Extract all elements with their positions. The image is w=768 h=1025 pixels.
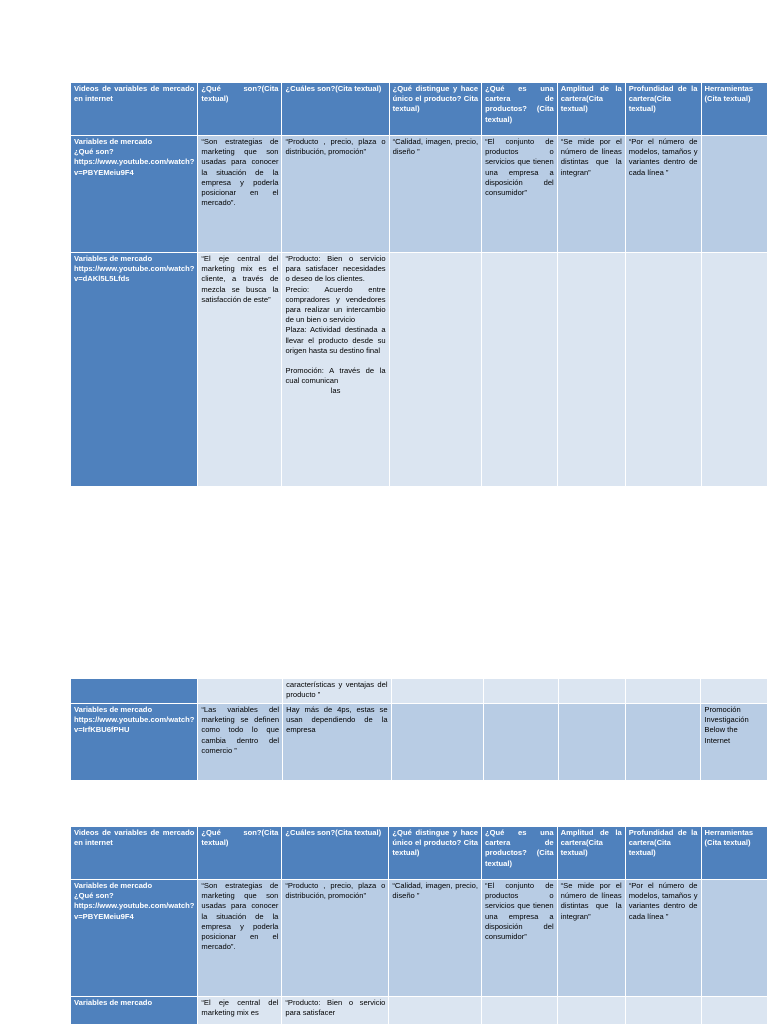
video-link-cell[interactable]: Variables de mercado https://www.youtube.com/watch?v=IrfKBU6fPHU: [71, 704, 198, 781]
header-herramientas: Herramientas (Cita textual): [701, 827, 768, 880]
que-son-cell: “Son estrategias de marketing que son usadas para conocer la situación de la empresa y poderla posicionar en el mercado”.: [198, 136, 282, 253]
profundidad-cell: [626, 704, 701, 781]
cuales-son-cell: Hay más de 4ps, estas se usan dependiendo de la empresa: [283, 704, 391, 781]
profundidad-cell: “Por el número de modelos, tamaños y variantes dentro de cada línea ”: [625, 880, 701, 997]
distingue-cell: “Calidad, imagen, precio, diseño ”: [389, 880, 482, 997]
header-videos: Videos de variables de mercado en internet: [71, 827, 198, 880]
cuales-son-cell: [282, 253, 389, 487]
cartera-cell: [482, 253, 558, 487]
header-cartera: ¿Qué es una cartera de productos? (Cita textual): [482, 83, 558, 136]
header-profundidad: Profundidad de la cartera(Cita textual): [625, 827, 701, 880]
table-row: [71, 704, 768, 781]
distingue-cell: [389, 253, 482, 487]
header-cuales-son: ¿Cuáles son?(Cita textual): [282, 827, 389, 880]
que-son-cell: “Las variables del marketing se definen como todo lo que cambia dentro del comercio ”: [198, 704, 283, 781]
profundidad-cell: [625, 997, 701, 1025]
amplitud-cell: [557, 997, 625, 1025]
variables-table-page-2: [70, 678, 768, 781]
header-profundidad: Profundidad de la cartera(Cita textual): [625, 83, 701, 136]
header-cuales-son: ¿Cuáles son?(Cita textual): [282, 83, 389, 136]
cuales-son-cell: “Producto , precio, plaza o distribución, promoción”: [282, 880, 389, 997]
variables-table-page-3: [70, 826, 768, 1025]
variables-table-page-1: [70, 82, 768, 487]
distingue-cell: “Calidad, imagen, precio, diseño ”: [389, 136, 482, 253]
que-son-cell: “El eje central del marketing mix es el cliente, a través de mezcla se busca la satisfacción de este”: [198, 253, 282, 487]
table-row: [71, 679, 768, 704]
header-que-distingue: ¿Qué distingue y hace único el producto? Cita textual): [389, 827, 482, 880]
profundidad-cell: [625, 253, 701, 487]
table-row: [71, 880, 768, 997]
que-son-cell: [198, 679, 283, 704]
distingue-cell: [389, 997, 482, 1025]
table-header-row: [71, 83, 768, 136]
herramientas-cell: Promoción Investigación Below the Internet: [701, 704, 768, 781]
table-header-row: [71, 827, 768, 880]
header-que-son: ¿Qué son?(Cita textual): [198, 827, 282, 880]
header-amplitud: Amplitud de la cartera(Cita textual): [557, 83, 625, 136]
header-cartera: ¿Qué es una cartera de productos? (Cita textual): [482, 827, 558, 880]
table-row: [71, 253, 768, 487]
herramientas-cell: [701, 136, 767, 253]
amplitud-cell: [557, 253, 625, 487]
herramientas-cell: [701, 997, 768, 1025]
table-row: [71, 997, 768, 1025]
herramientas-cell: [701, 679, 768, 704]
cuales-son-cell: “Producto: Bien o servicio para satisfacer: [282, 997, 389, 1025]
profundidad-cell: [626, 679, 701, 704]
header-herramientas: Herramientas (Cita textual): [701, 83, 767, 136]
cuales-son-text-promocion: Promoción: A través de la cual comunican: [285, 366, 386, 386]
video-link-cell: [71, 679, 198, 704]
cuales-son-text: “Producto: Bien o servicio para satisfacer necesidades o deseo de los clientes. Precio: Acuerdo entre compradores y vendedores para realizar un intercambio de un bien o servicio Plaza: Actividad destinada a llevar el producto desde su origen hasta su destino final: [285, 254, 386, 355]
table-row: [71, 136, 768, 253]
herramientas-cell: [701, 253, 767, 487]
video-link-cell[interactable]: Variables de mercado: [71, 997, 198, 1025]
cartera-cell: [484, 679, 559, 704]
herramientas-cell: [701, 880, 768, 997]
amplitud-cell: “Se mide por el número de líneas distintas que la integran”: [557, 136, 625, 253]
cartera-cell: [484, 704, 559, 781]
header-que-son: ¿Qué son?(Cita textual): [198, 83, 282, 136]
cuales-son-text-tail: las: [330, 386, 341, 396]
video-link-cell[interactable]: Variables de mercado https://www.youtube.com/watch?v=dAKl5L5Lfds: [71, 253, 198, 487]
cuales-son-cell: características y ventajas del producto ”: [283, 679, 391, 704]
distingue-cell: [391, 704, 484, 781]
amplitud-cell: [559, 679, 626, 704]
distingue-cell: [391, 679, 484, 704]
cartera-cell: “El conjunto de productos o servicios que tienen una empresa a disposición del consumidor”: [482, 880, 558, 997]
cuales-son-cell: “Producto , precio, plaza o distribución, promoción”: [282, 136, 389, 253]
amplitud-cell: [559, 704, 626, 781]
header-amplitud: Amplitud de la cartera(Cita textual): [557, 827, 625, 880]
cartera-cell: [482, 997, 558, 1025]
video-link-cell[interactable]: Variables de mercado ¿Qué son? https://www.youtube.com/watch?v=PBYEMeiu9F4: [71, 880, 198, 997]
que-son-cell: “Son estrategias de marketing que son usadas para conocer la situación de la empresa y poderla posicionar en el mercado”.: [198, 880, 282, 997]
header-que-distingue: ¿Qué distingue y hace único el producto? Cita textual): [389, 83, 482, 136]
amplitud-cell: “Se mide por el número de líneas distintas que la integran”: [557, 880, 625, 997]
que-son-cell: “El eje central del marketing mix es: [198, 997, 282, 1025]
header-videos: Videos de variables de mercado en internet: [71, 83, 198, 136]
video-link-cell[interactable]: Variables de mercado ¿Qué son? https://www.youtube.com/watch?v=PBYEMeiu9F4: [71, 136, 198, 253]
cartera-cell: “El conjunto de productos o servicios que tienen una empresa a disposición del consumidor”: [482, 136, 558, 253]
profundidad-cell: “Por el número de modelos, tamaños y variantes dentro de cada línea ”: [625, 136, 701, 253]
